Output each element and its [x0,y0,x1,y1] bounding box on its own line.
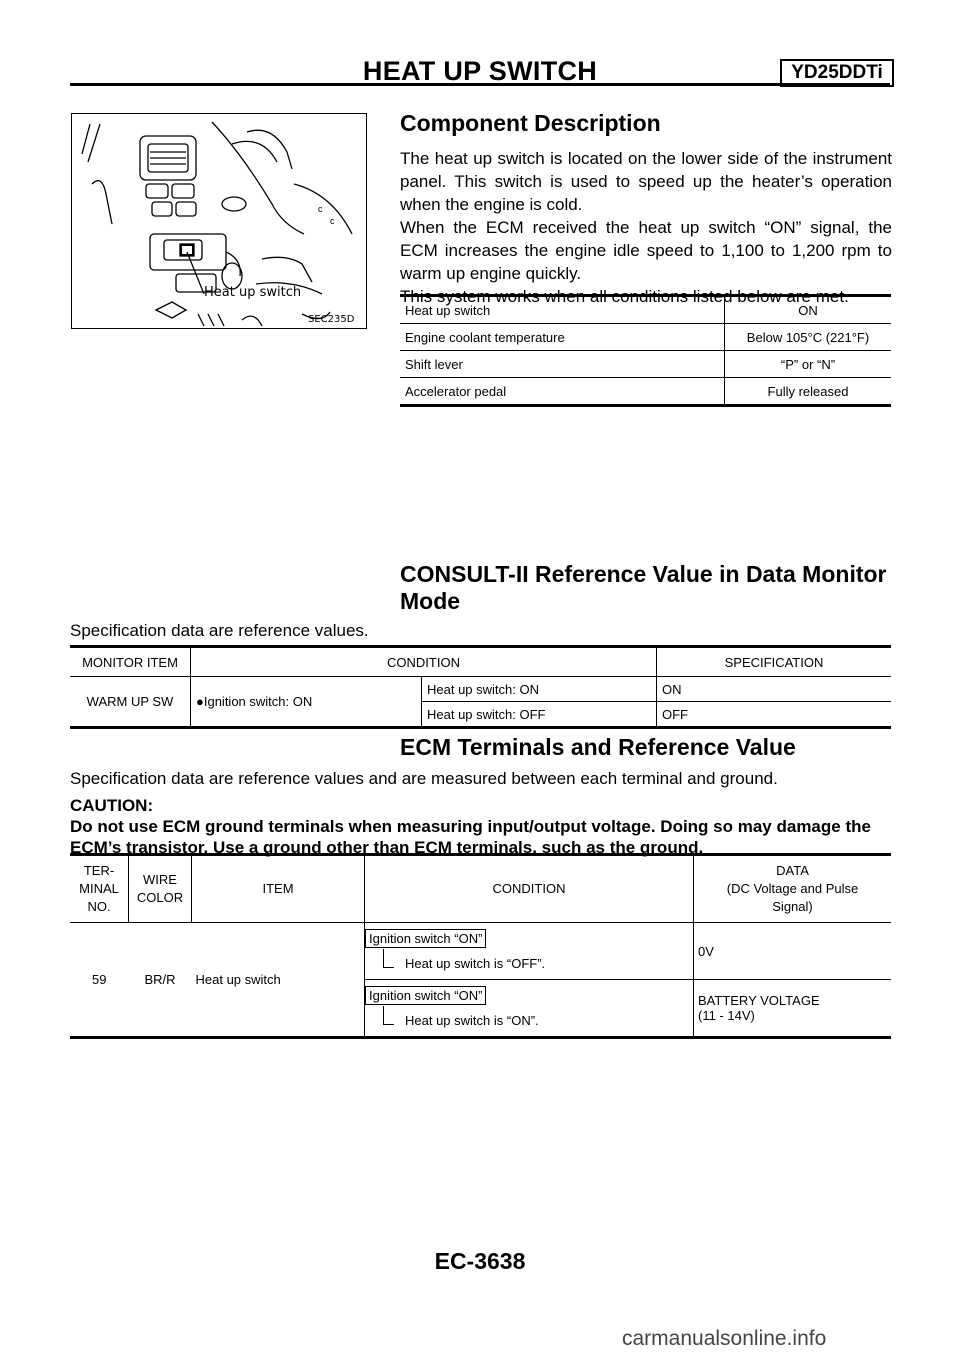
dashboard-drawing [72,114,366,328]
model-badge: YD25DDTi [780,59,894,87]
condition-cell [365,923,694,980]
consult-heading-line: Mode [400,588,461,614]
ecm-note: Specification data are reference values and are measured between each terminal and ground. [70,769,778,788]
heat-up-switch-illustration [71,113,367,329]
component-paragraph: The heat up switch is located on the lower side of the instrument panel. This switch is used to speed up the heater’s operation when the engine is cold. [400,149,892,214]
table-header-row [70,647,891,677]
data-value-line2: (11 - 14V) [698,1008,755,1023]
figure-code: SEC235D [308,314,355,325]
condition-name: Shift lever [400,351,725,378]
header-line: TER- [83,863,115,878]
condition-sub: Heat up switch is “ON”. [405,1013,539,1028]
ecm-terminal-table [70,853,891,1039]
table-row [400,324,891,351]
sub-condition: Heat up switch: OFF [422,702,657,728]
table-row [70,677,891,702]
condition-main: Ignition switch “ON” [365,929,486,948]
condition-value: Fully released [725,378,892,406]
table-header-row [70,855,891,923]
wire-color: BR/R [129,923,192,1038]
data-value: BATTERY VOLTAGE [698,993,820,1008]
header-line: NO. [87,899,111,914]
specification: ON [657,677,892,702]
column-header-condition: CONDITION [365,855,694,923]
ecm-heading: ECM Terminals and Reference Value [400,734,796,760]
component-paragraph: This system works when all conditions listed below are met. [400,287,849,306]
condition-sub: Heat up switch is “OFF”. [405,956,546,971]
consult-note: Specification data are reference values. [70,621,369,640]
condition-value: “P” or “N” [725,351,892,378]
elbow-connector [383,1006,394,1025]
table-row [70,923,891,980]
component-description-heading: Component Description [400,110,661,136]
header-line: (DC Voltage and Pulse [726,881,859,896]
column-header-terminal [70,855,129,923]
table-row [400,351,891,378]
svg-text:c: c [318,204,323,214]
data-cell [694,923,892,980]
header-line: COLOR [136,890,184,905]
item-name: Heat up switch [192,923,365,1038]
watermark: carmanualsonline.info [622,1327,827,1350]
svg-text:c: c [330,216,335,226]
header-rule [70,83,890,86]
data-cell [694,980,892,1038]
column-header: CONDITION [191,647,657,677]
component-paragraph: When the ECM received the heat up switch “ON” signal, the ECM increases the engine idle speed to 1,100 to 1,200 rpm to warm up engine quickly. [400,218,892,283]
column-header-item: ITEM [192,855,365,923]
conditions-table [400,294,891,407]
specification: OFF [657,702,892,728]
header-line: MINAL [79,881,119,896]
column-header: MONITOR ITEM [70,647,191,677]
condition-value: Below 105°C (221°F) [725,324,892,351]
header-line: DATA [776,863,809,878]
column-header-data [694,855,892,923]
condition-name: Heat up switch [400,296,725,324]
data-value: 0V [698,943,714,959]
column-header-wire [129,855,192,923]
elbow-connector [383,949,394,968]
monitor-condition [191,677,422,728]
page-number: EC-3638 [434,1248,526,1274]
sub-condition: Heat up switch: ON [422,677,657,702]
monitor-condition-text: Ignition switch: ON [203,694,313,709]
consult-heading-line: CONSULT-II Reference Value in Data Monitor [400,561,887,587]
monitor-item: WARM UP SW [70,677,191,728]
condition-main: Ignition switch “ON” [365,986,486,1005]
condition-cell [365,980,694,1038]
terminal-number: 59 [70,923,129,1038]
page-title: HEAT UP SWITCH [362,56,598,86]
condition-value: ON [725,296,892,324]
column-header: SPECIFICATION [657,647,892,677]
caution-block [70,795,892,858]
caution-text: Do not use ECM ground terminals when measuring input/output voltage. Doing so may damage the ECM’s transistor. Use a ground other than ECM terminals, such as the ground. [70,817,871,857]
consult-heading [400,561,887,615]
component-description-text [400,147,892,308]
caution-title: CAUTION: [70,796,154,815]
header-line: WIRE [143,872,177,887]
table-row [400,378,891,406]
condition-name: Accelerator pedal [400,378,725,406]
bullet-icon: ● [196,694,204,709]
data-monitor-table [70,645,891,729]
table-row [400,296,891,324]
figure-callout: Heat up switch [204,285,302,300]
condition-name: Engine coolant temperature [400,324,725,351]
header-line: Signal) [772,899,813,914]
